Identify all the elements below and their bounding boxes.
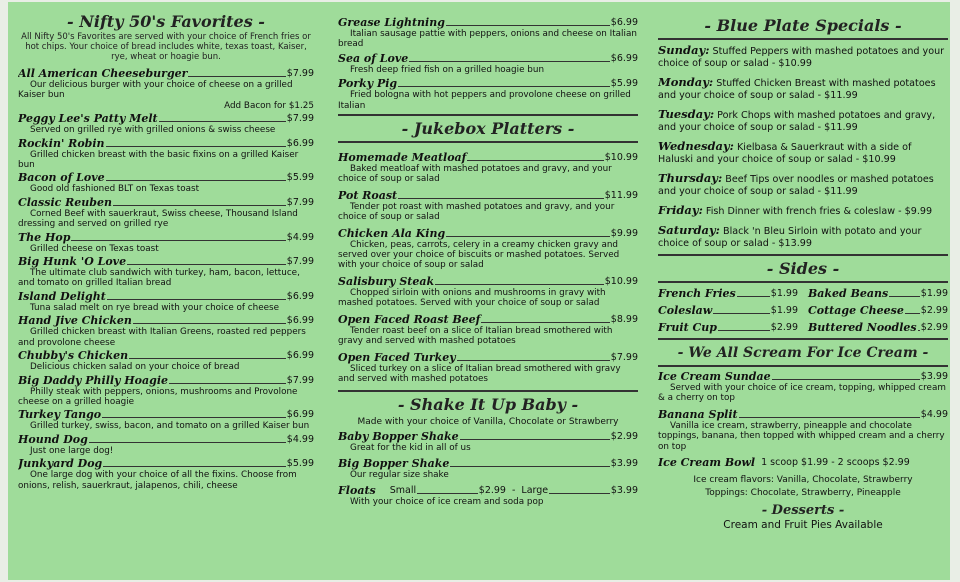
- menu-item: [18, 349, 314, 372]
- divider: [658, 338, 948, 340]
- menu-item: [18, 255, 314, 289]
- item-headline: [18, 433, 314, 446]
- item-name: Big Hunk 'O Love: [18, 255, 127, 269]
- item-desc: Corned Beef with sauerkraut, Swiss cheese, Thousand Island dressing and served on grilled rye: [18, 208, 298, 230]
- leader-line: [106, 146, 286, 147]
- item-name: Turkey Tango: [18, 408, 102, 422]
- day-special: Stuffed Chicken Breast with mashed potatoes and your choice of soup or salad - $11.99: [658, 78, 936, 101]
- side-price: $2.99: [920, 305, 948, 316]
- menu-item: [658, 408, 948, 452]
- item-name: Big Bopper Shake: [338, 456, 450, 470]
- item-name: Banana Split: [658, 407, 738, 421]
- item-headline: [18, 67, 314, 80]
- menu-item: [18, 231, 314, 254]
- side-name: Buttered Noodles: [808, 321, 917, 334]
- day-name: Friday:: [658, 203, 703, 217]
- item-price: $4.99: [286, 433, 314, 445]
- item-headline: [338, 52, 638, 65]
- item-headline: [658, 408, 948, 421]
- item-desc: Fried bologna with hot peppers and provolone cheese on grilled Italian: [338, 90, 631, 111]
- leader-line: [127, 264, 286, 265]
- item-headline: [18, 255, 314, 268]
- item-desc: Served with your choice of ice cream, topping, whipped cream & a cherry on top: [658, 383, 946, 404]
- day-name: Tuesday:: [658, 107, 715, 121]
- item-desc: Grilled chicken breast with the basic fixins on a grilled Kaiser bun: [18, 149, 299, 171]
- sides-heading: - Sides -: [766, 259, 840, 278]
- item-price: $6.99: [286, 409, 314, 421]
- menu-item: [658, 370, 948, 404]
- divider: [658, 254, 948, 256]
- leader-line: [450, 466, 609, 467]
- item-name: Hound Dog: [18, 432, 88, 446]
- item-desc: Just one large dog!: [30, 445, 114, 456]
- leader-line: [129, 358, 286, 359]
- item-desc: Served on grilled rye with grilled onions & swiss cheese: [30, 125, 276, 136]
- nifty-heading: - Nifty 50's Favorites -: [67, 12, 265, 31]
- column-middle: [338, 2, 638, 509]
- item-price: $6.99: [610, 52, 638, 64]
- shake-list: [338, 430, 638, 480]
- leader-line: [188, 76, 285, 77]
- menu-item: [18, 457, 314, 491]
- icecream-bowl: [658, 456, 948, 469]
- item-desc: Chopped sirloin with onions and mushrooms in gravy with mashed potatoes. Served with your choice of soup or salad: [338, 287, 606, 309]
- side-item: [658, 287, 798, 300]
- item-name: Big Daddy Philly Hoagie: [18, 373, 169, 387]
- item-desc: Tuna salad melt on rye bread with your choice of cheese: [30, 302, 280, 313]
- leader-line: [905, 313, 920, 314]
- item-price: $8.99: [610, 313, 638, 325]
- item-price: $6.99: [610, 17, 638, 28]
- float-large-price: $3.99: [610, 485, 638, 497]
- side-price: $1.99: [770, 288, 798, 299]
- leader-line: [737, 296, 770, 297]
- item-headline: [658, 370, 948, 383]
- leader-line: [446, 25, 610, 26]
- leader-line: [713, 313, 770, 314]
- item-desc: One large dog with your choice of all the fixins. Choose from onions, relish, sauerkraut, jalapenos, chili, cheese: [18, 470, 297, 491]
- item-name: Ice Cream Sundae: [658, 370, 771, 383]
- item-price: $3.99: [610, 457, 638, 469]
- item-price: $7.99: [286, 374, 314, 386]
- item-desc: Chicken, peas, carrots, celery in a creamy chicken gravy and served over your choice of biscuits or mashed potatoes. Served with your choice of soup or salad: [338, 239, 620, 271]
- item-name: Grease Lightning: [338, 16, 445, 29]
- item-name: Peggy Lee's Patty Melt: [18, 112, 158, 126]
- leader-line: [889, 296, 920, 297]
- day-special: Beef Tips over noodles or mashed potatoes and your choice of soup or salad - $11.99: [658, 174, 934, 197]
- item-price: $7.99: [286, 68, 314, 79]
- side-price: $2.99: [920, 322, 948, 333]
- item-name: Ice Cream Bowl: [658, 456, 756, 470]
- divider: [658, 365, 948, 367]
- leader-line: [159, 121, 286, 122]
- add-bacon-row: [18, 101, 314, 111]
- item-price: $11.99: [604, 189, 638, 201]
- divider: [658, 38, 948, 40]
- menu-item: [18, 314, 314, 348]
- leader-line: [467, 160, 603, 161]
- side-name: French Fries: [658, 287, 736, 300]
- menu-item: [18, 374, 314, 408]
- side-price: $1.99: [920, 288, 948, 299]
- item-headline: [338, 457, 638, 470]
- icecream-toppings: Toppings: Chocolate, Strawberry, Pineapple: [705, 488, 901, 499]
- leader-line: [918, 330, 920, 331]
- leader-line: [102, 417, 286, 418]
- float-separator: -: [511, 485, 516, 497]
- item-name: Island Delight: [18, 289, 106, 303]
- side-name: Cottage Cheese: [808, 304, 904, 317]
- item-name: Baby Bopper Shake: [338, 430, 459, 444]
- blue-plate-day: [658, 204, 948, 218]
- item-desc: Fresh deep fried fish on a grilled hoagie bun: [350, 64, 545, 75]
- item-name: Pot Roast: [338, 188, 398, 202]
- blue-plate-heading: - Blue Plate Specials -: [704, 16, 902, 35]
- item-desc: Grilled turkey, swiss, bacon, and tomato on a grilled Kaiser bun: [30, 421, 310, 432]
- side-item: [658, 304, 798, 317]
- day-special: Pork Chops with mashed potatoes and gravy, and your choice of soup or salad - $11.99: [658, 110, 936, 133]
- item-desc: Grilled chicken breast with Italian Greens, roasted red peppers and provolone cheese: [18, 327, 306, 348]
- item-name: Homemade Meatloaf: [338, 151, 467, 165]
- desserts-text: Cream and Fruit Pies Available: [723, 519, 883, 532]
- mid-list: [338, 16, 638, 111]
- desserts-heading: - Desserts -: [761, 503, 845, 519]
- item-headline: [18, 137, 314, 150]
- side-name: Coleslaw: [658, 304, 713, 317]
- item-price: $7.99: [286, 113, 314, 125]
- leader-line: [89, 442, 286, 443]
- item-headline: [18, 231, 314, 244]
- menu-item: [338, 151, 638, 185]
- item-price: $5.99: [286, 458, 314, 470]
- item-name: Chubby's Chicken: [18, 349, 129, 363]
- item-price: $7.99: [610, 351, 638, 363]
- item-headline: [18, 171, 314, 184]
- menu-item: [18, 112, 314, 135]
- item-desc: Philly steak with peppers, onions, mushrooms and Provolone cheese on a grilled hoagie: [18, 386, 298, 407]
- icecream-heading: - We All Scream For Ice Cream -: [677, 345, 929, 361]
- menu-item: [338, 484, 638, 507]
- item-desc: With your choice of ice cream and soda pop: [350, 497, 544, 508]
- item-desc: Vanilla ice cream, strawberry, pineapple and chocolate toppings, banana, then topped with whipped cream and a cherry on top: [658, 420, 945, 452]
- item-headline: [338, 227, 638, 240]
- item-name: The Hop: [18, 230, 71, 244]
- side-name: Baked Beans: [808, 287, 889, 300]
- bowl-prices: 1 scoop $1.99 - 2 scoops $2.99: [761, 457, 910, 469]
- item-desc: Baked meatloaf with mashed potatoes and gravy, and your choice of soup or salad: [338, 164, 612, 185]
- item-headline: [18, 196, 314, 209]
- column-right: [658, 2, 948, 532]
- menu-item: [338, 430, 638, 453]
- side-item: [808, 287, 948, 300]
- menu-item: [18, 290, 314, 313]
- float-small-label: Small: [389, 485, 417, 497]
- leader-line: [113, 205, 286, 206]
- item-headline: [338, 151, 638, 164]
- sides-grid: [658, 287, 948, 334]
- menu-item: [338, 52, 638, 75]
- column-left: [18, 2, 314, 492]
- leader-line: [133, 323, 286, 324]
- day-special: Fish Dinner with french fries & coleslaw - $9.99: [705, 206, 933, 217]
- day-name: Thursday:: [658, 171, 723, 185]
- side-price: $2.99: [770, 322, 798, 333]
- item-headline: [338, 16, 638, 29]
- item-price: $10.99: [604, 275, 638, 287]
- blue-plate-list: [658, 44, 948, 250]
- item-price: $7.99: [286, 256, 314, 268]
- leader-line: [417, 493, 478, 494]
- menu-item: [338, 275, 638, 309]
- leader-line: [71, 240, 285, 241]
- item-headline: [18, 408, 314, 421]
- leader-line: [398, 86, 610, 87]
- icecream-flavors: Ice cream flavors: Vanilla, Chocolate, Strawberry: [693, 475, 913, 486]
- menu-item: [338, 16, 638, 50]
- leader-line: [409, 61, 610, 62]
- item-headline: [18, 314, 314, 327]
- blue-plate-day: [658, 140, 948, 166]
- item-name: Salisbury Steak: [338, 274, 435, 288]
- item-name: Junkyard Dog: [18, 457, 103, 471]
- day-name: Monday:: [658, 75, 714, 89]
- item-name: Chicken Ala King: [338, 226, 446, 240]
- item-price: $7.99: [286, 196, 314, 208]
- item-headline: [338, 313, 638, 326]
- day-special: Stuffed Peppers with mashed potatoes and your choice of soup or salad - $10.99: [658, 46, 945, 69]
- item-name: Porky Pig: [338, 77, 398, 91]
- item-name: Open Faced Roast Beef: [338, 312, 481, 326]
- leader-line: [718, 330, 770, 331]
- item-name: Rockin' Robin: [18, 136, 105, 150]
- shake-heading: - Shake It Up Baby -: [397, 395, 579, 415]
- menu-item: [338, 313, 638, 347]
- item-price: $4.99: [286, 231, 314, 243]
- item-name: Hand Jive Chicken: [18, 314, 132, 328]
- item-desc: Our regular size shake: [350, 469, 449, 480]
- item-price: $5.99: [286, 172, 314, 184]
- item-name: Bacon of Love: [18, 171, 105, 185]
- day-special: Black 'n Bleu Sirloin with potato and your choice of soup or salad - $13.99: [658, 226, 922, 249]
- jukebox-list: [338, 151, 638, 384]
- day-name: Wednesday:: [658, 139, 734, 153]
- item-headline: [18, 457, 314, 470]
- side-name: Fruit Cup: [658, 321, 717, 334]
- leader-line: [103, 466, 286, 467]
- menu-item: [18, 137, 314, 171]
- item-headline: [338, 77, 638, 90]
- leader-line: [457, 360, 610, 361]
- item-name: Sea of Love: [338, 51, 409, 65]
- menu-item: [338, 457, 638, 480]
- day-name: Saturday:: [658, 223, 720, 237]
- item-headline: [338, 275, 638, 288]
- item-price: $4.99: [920, 408, 948, 420]
- leader-line: [106, 180, 286, 181]
- item-headline: [338, 351, 638, 364]
- blue-plate-day: [658, 108, 948, 134]
- item-desc: Our delicious burger with your choice of cheese on a grilled Kaiser bun: [18, 80, 293, 101]
- item-price: $6.99: [286, 315, 314, 327]
- item-desc: Tender roast beef on a slice of Italian bread smothered with gravy and served with mashed potatoes: [338, 325, 613, 347]
- item-desc: Grilled cheese on Texas toast: [30, 243, 159, 254]
- jukebox-heading: - Jukebox Platters -: [401, 119, 575, 139]
- item-name: Classic Reuben: [18, 195, 112, 209]
- item-headline: [338, 189, 638, 202]
- leader-line: [169, 383, 286, 384]
- leader-line: [446, 236, 610, 237]
- menu-item: [338, 189, 638, 223]
- blue-plate-day: [658, 224, 948, 250]
- item-headline: [18, 374, 314, 387]
- divider: [338, 390, 638, 392]
- blue-plate-day: [658, 76, 948, 102]
- item-desc: Good old fashioned BLT on Texas toast: [30, 184, 200, 195]
- item-price: $6.99: [286, 350, 314, 362]
- menu-item: [338, 227, 638, 271]
- shake-intro: Made with your choice of Vanilla, Chocolate or Strawberry: [357, 417, 619, 428]
- item-price: $9.99: [610, 227, 638, 239]
- side-item: [808, 304, 948, 317]
- item-name: Open Faced Turkey: [338, 350, 456, 364]
- float-large-label: Large: [521, 485, 549, 497]
- divider: [658, 281, 948, 283]
- item-desc: Delicious chicken salad on your choice of bread: [30, 362, 240, 373]
- float-small-price: $2.99: [478, 485, 506, 497]
- day-name: Sunday:: [658, 43, 710, 57]
- menu-item: [18, 433, 314, 456]
- item-name: All American Cheeseburger: [18, 67, 188, 80]
- item-price: $6.99: [286, 137, 314, 149]
- leader-line: [481, 322, 609, 323]
- item-price: $2.99: [610, 431, 638, 443]
- item-headline: [18, 112, 314, 125]
- leader-line: [435, 284, 604, 285]
- menu-item: [18, 171, 314, 194]
- nifty-list: [18, 67, 314, 491]
- side-item: [808, 321, 948, 334]
- menu-item: [18, 408, 314, 431]
- divider: [338, 114, 638, 116]
- item-desc: Italian sausage pattie with peppers, onions and cheese on Italian bread: [338, 29, 637, 50]
- item-desc: The ultimate club sandwich with turkey, ham, bacon, lettuce, and tomato on grilled Italian bread: [18, 268, 300, 289]
- menu-item: [18, 196, 314, 230]
- leader-line: [460, 439, 610, 440]
- side-price: $1.99: [770, 305, 798, 316]
- item-price: $10.99: [604, 152, 638, 164]
- nifty-intro: All Nifty 50's Favorites are served with your choice of French fries or hot chips. Your choice of bread includes white, texas toast, Kaiser, rye, wheat or hoagie bun.: [21, 32, 311, 62]
- divider: [338, 141, 638, 143]
- menu-item: [18, 67, 314, 111]
- item-headline: [18, 290, 314, 303]
- item-desc: Tender pot roast with mashed potatoes and gravy, and your choice of soup or salad: [338, 201, 615, 223]
- item-desc: Great for the kid in all of us: [350, 443, 471, 454]
- leader-line: [549, 493, 610, 494]
- menu-item: [338, 351, 638, 385]
- item-headline: [18, 349, 314, 362]
- side-item: [658, 321, 798, 334]
- item-name: Floats: [338, 484, 376, 498]
- item-price: $5.99: [610, 78, 638, 90]
- day-special: Kielbasa & Sauerkraut with a side of Haluski and your choice of soup or salad - $10.99: [658, 142, 912, 165]
- item-price: $6.99: [286, 290, 314, 302]
- leader-line: [772, 379, 920, 380]
- item-price: $3.99: [920, 371, 948, 382]
- item-headline: [338, 430, 638, 443]
- menu-item: [338, 77, 638, 111]
- blue-plate-day: [658, 44, 948, 70]
- add-bacon-note: Add Bacon for $1.25: [224, 100, 314, 111]
- leader-line: [398, 198, 604, 199]
- item-desc: Sliced turkey on a slice of Italian bread smothered with gravy and served with mashed potatoes: [338, 363, 621, 384]
- leader-line: [107, 299, 286, 300]
- icecream-list: [658, 370, 948, 452]
- blue-plate-day: [658, 172, 948, 198]
- menu-page: [8, 2, 950, 580]
- leader-line: [739, 417, 920, 418]
